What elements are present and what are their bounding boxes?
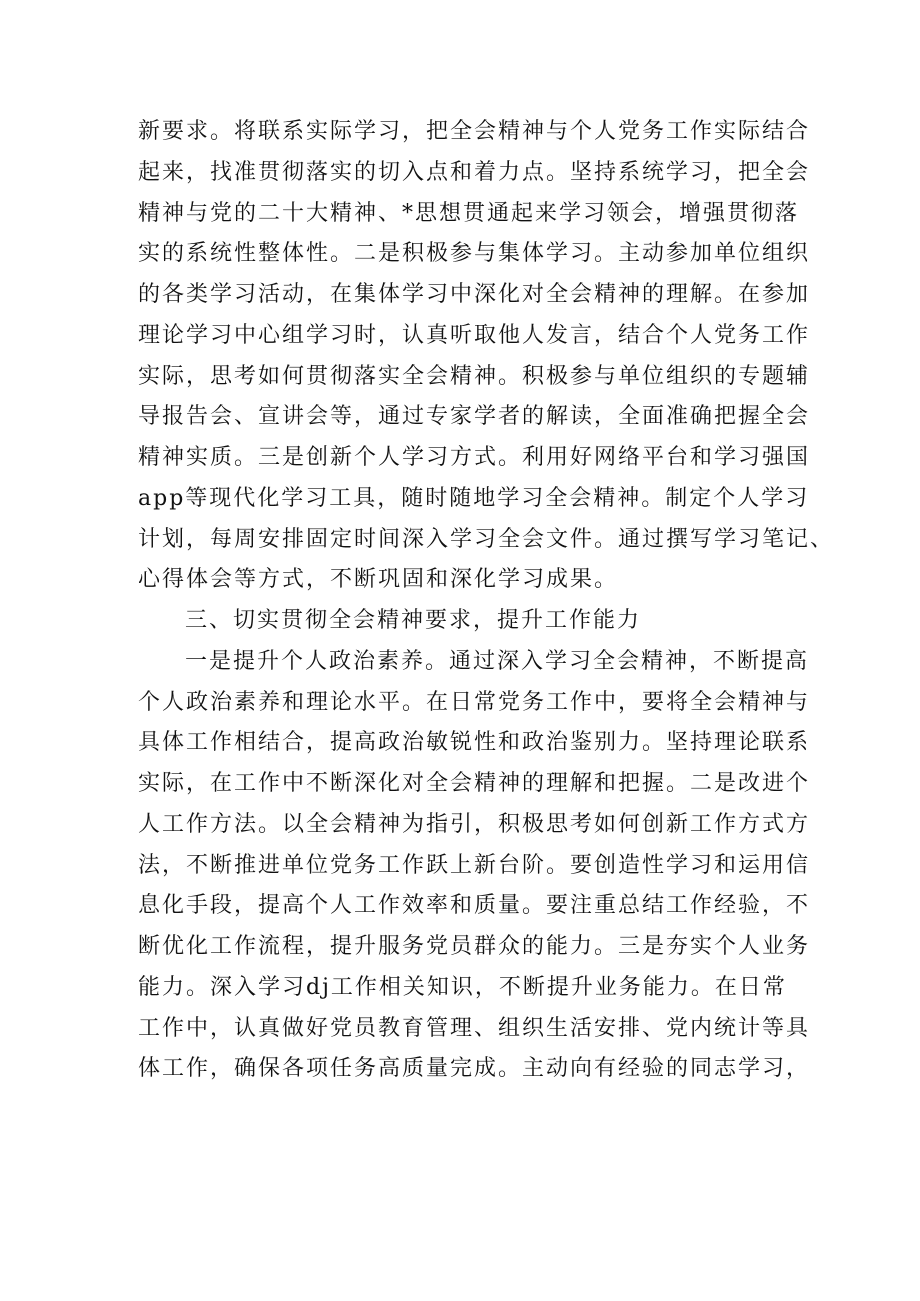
section-heading: 三、切实贯彻全会精神要求，提升工作能力 bbox=[185, 608, 642, 633]
text-line: 具体工作相结合，提高政治敏锐性和政治鉴别力。坚持理论联系 bbox=[138, 730, 811, 756]
text-line: 体工作，确保各项任务高质量完成。主动向有经验的同志学习， bbox=[138, 1056, 811, 1082]
text-line: 计划，每周安排固定时间深入学习全会文件。通过撰写学习笔记、 bbox=[138, 526, 835, 552]
text-line: 理论学习中心组学习时，认真听取他人发言，结合个人党务工作 bbox=[138, 322, 811, 348]
text-line: 精神与党的二十大精神、*思想贯通起来学习领会，增强贯彻落 bbox=[138, 200, 800, 226]
text-line: 人工作方法。以全会精神为指引，积极思考如何创新工作方式方 bbox=[138, 811, 811, 837]
body-text bbox=[138, 112, 835, 1090]
text-line: 起来，找准贯彻落实的切入点和着力点。坚持系统学习，把全会 bbox=[138, 159, 811, 185]
text-line: 能力。深入学习dj工作相关知识，不断提升业务能力。在日常 bbox=[138, 974, 787, 1000]
text-line: 导报告会、宣讲会等，通过专家学者的解读，全面准确把握全会 bbox=[138, 404, 811, 430]
text-line: 个人政治素养和理论水平。在日常党务工作中，要将全会精神与 bbox=[138, 689, 811, 715]
text-line: 实际，在工作中不断深化对全会精神的理解和把握。二是改进个 bbox=[138, 771, 811, 796]
text-line: 精神实质。三是创新个人学习方式。利用好网络平台和学习强国 bbox=[138, 445, 811, 470]
text-line: app等现代化学习工具，随时随地学习全会精神。制定个人学习 bbox=[138, 485, 810, 511]
paragraph-first-line: 一是提升个人政治素养。通过深入学习全会精神，不断提高 bbox=[185, 648, 810, 674]
text-line: 息化手段，提高个人工作效率和质量。要注重总结工作经验，不 bbox=[138, 893, 811, 919]
text-line: 工作中，认真做好党员教育管理、组织生活安排、党内统计等具 bbox=[138, 1015, 811, 1041]
text-line: 的各类学习活动，在集体学习中深化对全会精神的理解。在参加 bbox=[138, 282, 811, 307]
text-line: 心得体会等方式，不断巩固和深化学习成果。 bbox=[138, 567, 619, 593]
text-line: 新要求。将联系实际学习，把全会精神与个人党务工作实际结合 bbox=[138, 119, 811, 144]
text-line: 法，不断推进单位党务工作跃上新台阶。要创造性学习和运用信 bbox=[138, 852, 811, 878]
text-line: 实际，思考如何贯彻落实全会精神。积极参与单位组织的专题辅 bbox=[138, 363, 811, 389]
text-line: 实的系统性整体性。二是积极参与集体学习。主动参加单位组织 bbox=[138, 241, 811, 267]
text-line: 断优化工作流程，提升服务党员群众的能力。三是夯实个人业务 bbox=[138, 934, 811, 959]
